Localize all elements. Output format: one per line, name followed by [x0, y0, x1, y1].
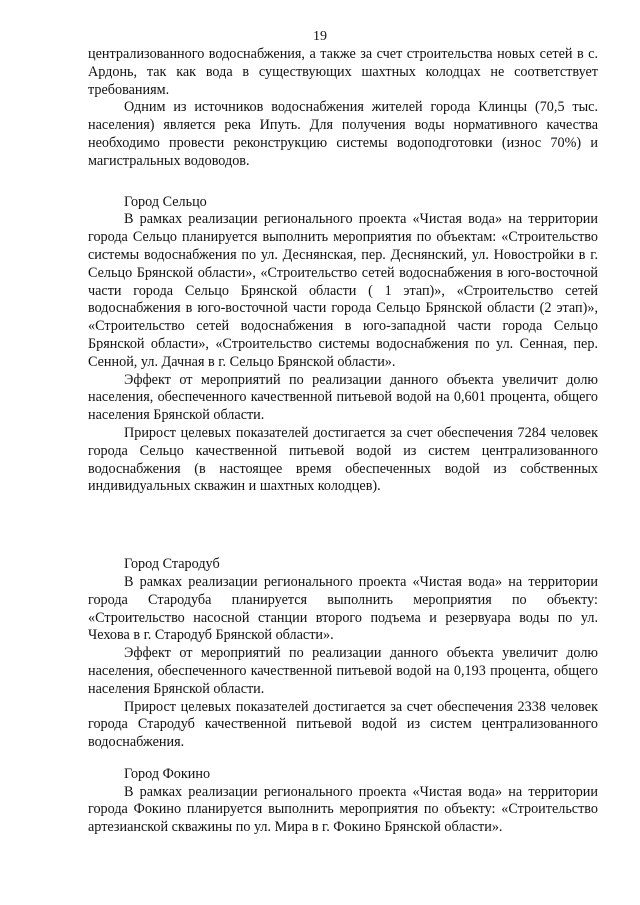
- document-body: [88, 46, 598, 837]
- paragraph: В рамках реализации регионального проекта «Чистая вода» на территории города Сельцо планируется выполнить мероприятия по объектам: «Строительство системы водоснабжения по ул. Деснянская, пер. Деснянский, ул. Новостройки в г. Сельцо Брянской области», «Строительство сетей водоснабжения в юго-восточной части города Сельцо Брянской области ( 1 этап)», «Строительство сетей водоснабжения в юго-восточной части города Сельцо Брянской области (2 этап)», «Строительство сетей водоснабжения в юго-западной части города Сельцо Брянской области», «Строительство системы водоснабжения по ул. Сенная, пер. Сенной, ул. Дачная в г. Сельцо Брянской области».: [88, 211, 598, 370]
- paragraph: Эффект от мероприятий по реализации данного объекта увеличит долю населения, обеспеченного качественной питьевой водой на 0,601 процента, общего населения Брянской области.: [88, 371, 598, 424]
- paragraph: В рамках реализации регионального проекта «Чистая вода» на территории города Стародуба планируется выполнить мероприятия по объекту: «Строительство насосной станции второго подъема и резервуара воды по ул. Чехова в г. Стародуб Брянской области».: [88, 573, 598, 644]
- section-starodub: [88, 556, 598, 752]
- spacer: [88, 496, 598, 556]
- paragraph: Прирост целевых показателей достигается за счет обеспечения 2338 человек города Стародуб качественной питьевой водой из систем централизованного водоснабжения.: [88, 698, 598, 751]
- paragraph-klintsy: Одним из источников водоснабжения жителей города Клинцы (70,5 тыс. населения) является река Ипуть. Для получения воды нормативного качества необходимо провести реконструкцию системы водоподготовки (износ 70%) и магистральных водоводов.: [88, 99, 598, 169]
- page-number: 19: [313, 29, 327, 44]
- paragraph-continuation: централизованного водоснабжения, а также за счет строительства новых сетей в с. Ардонь, так как вода в существующих шахтных колодцах не соответствует требованиям.: [88, 46, 598, 98]
- spacer: [88, 171, 598, 194]
- section-fokino: [88, 766, 598, 837]
- paragraph: Эффект от мероприятий по реализации данного объекта увеличит долю населения, обеспеченного качественной питьевой водой на 0,193 процента, общего населения Брянской области.: [88, 645, 598, 697]
- section-seltso: [88, 194, 598, 497]
- spacer: [88, 752, 598, 766]
- section-heading: Город Сельцо: [124, 193, 207, 210]
- section-heading: Город Фокино: [124, 765, 211, 782]
- paragraph: Прирост целевых показателей достигается за счет обеспечения 7284 человек города Сельцо качественной питьевой водой из систем централизованного водоснабжения (в настоящее время обеспеченных водой из собственных индивидуальных скважин и шахтных колодцев).: [88, 424, 598, 495]
- section-heading: Город Стародуб: [124, 556, 220, 573]
- paragraph: В рамках реализации регионального проекта «Чистая вода» на территории города Фокино планируется выполнить мероприятия по объекту: «Строительство артезианской скважины по ул. Мира в г. Фокино Брянской области».: [88, 783, 598, 836]
